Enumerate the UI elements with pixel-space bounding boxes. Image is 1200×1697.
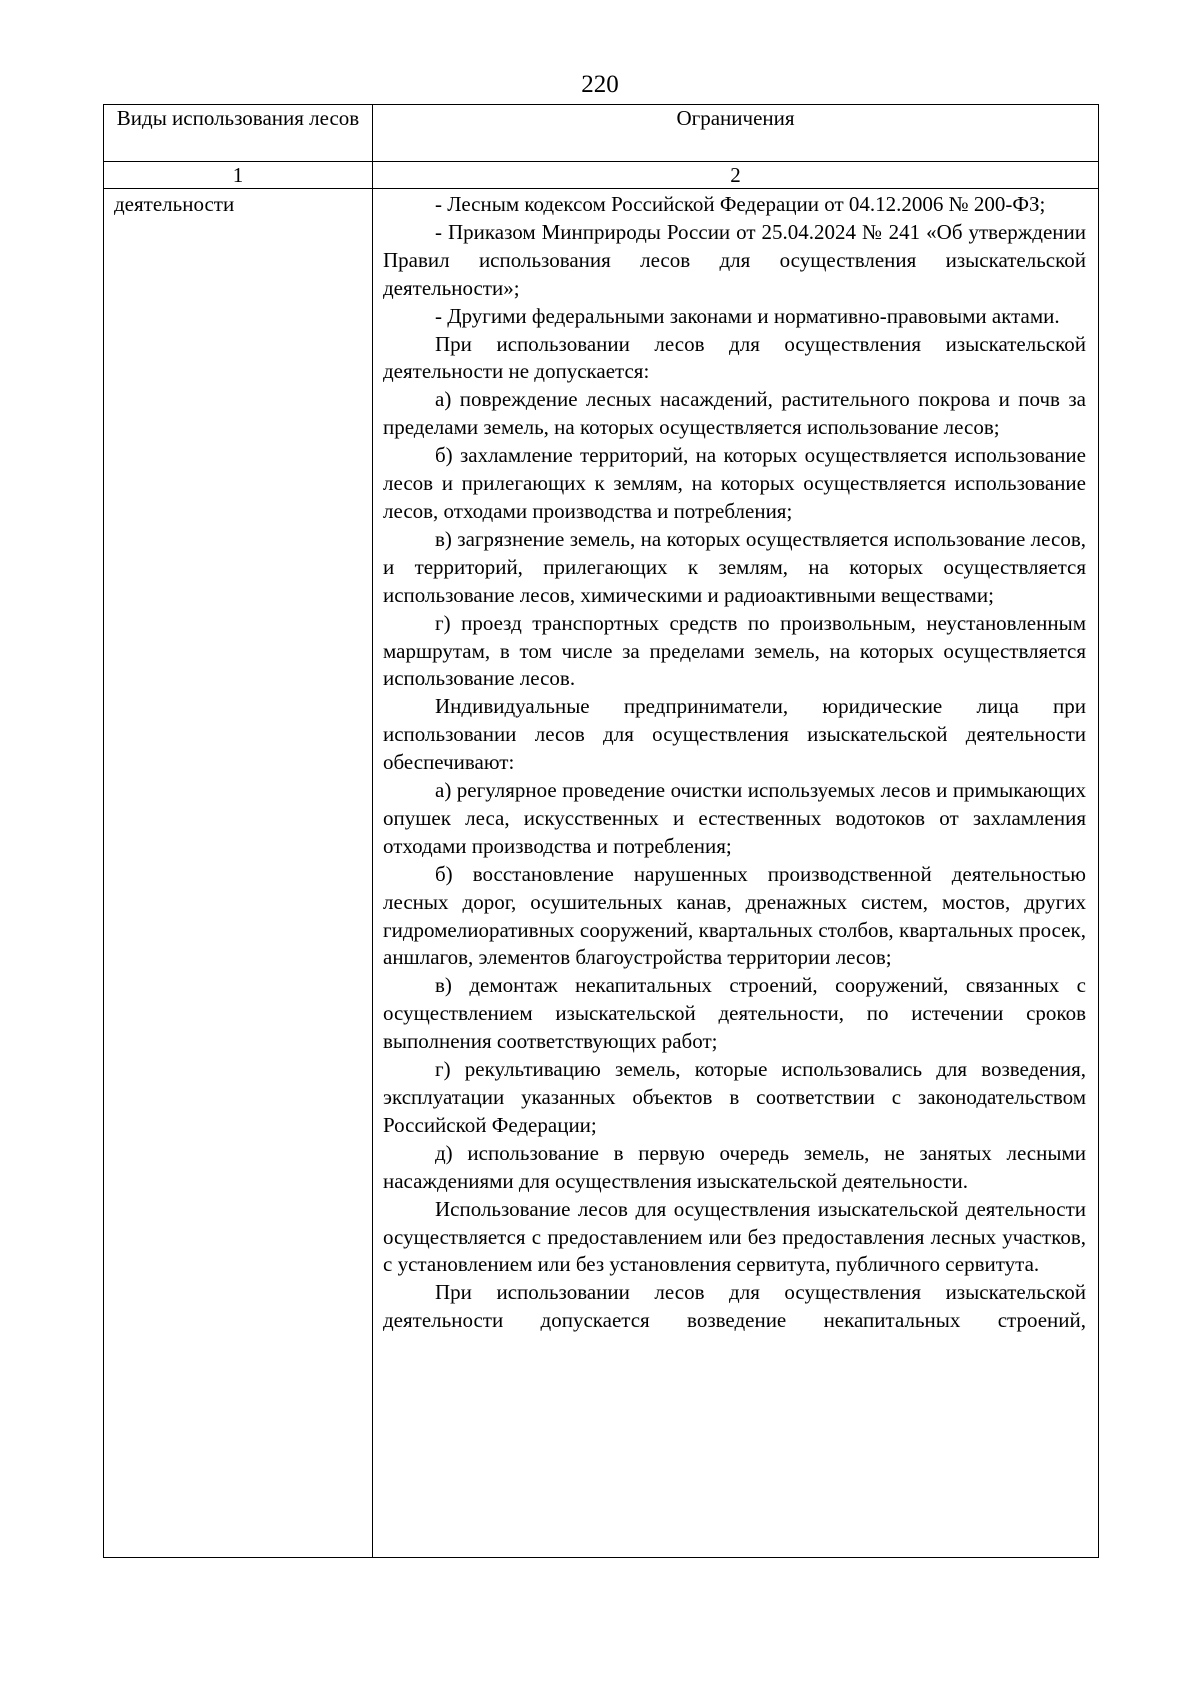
paragraph: Индивидуальные предприниматели, юридические лица при использовании лесов для осуществления изыскательской деятельности обеспечивают: <box>383 694 1086 775</box>
table-header-row <box>104 105 1099 162</box>
header-cell-restrictions: Ограничения <box>373 105 1099 162</box>
column-number-row <box>104 162 1099 189</box>
paragraph: - Другими федеральными законами и нормативно-правовыми актами. <box>435 303 1060 328</box>
paragraph: а) повреждение лесных насаждений, растительного покрова и почв за пределами земель, на которых осуществляется использование лесов; <box>383 387 1086 440</box>
paragraph: д) использование в первую очередь земель, не занятых лесными насаждениями для осуществления изыскательской деятельности. <box>383 1140 1086 1193</box>
paragraph: г) рекультивацию земель, которые использовались для возведения, эксплуатации указанных объектов в соответствии с законодательством Российской Федерации; <box>383 1057 1086 1137</box>
restrictions-text <box>373 189 1098 1335</box>
page-number: 220 <box>581 71 619 98</box>
paragraph: При использовании лесов для осуществления изыскательской деятельности допускается возведение некапитальных строений, <box>383 1280 1086 1333</box>
header-cell-forest-use-types: Виды использования лесов <box>104 105 373 162</box>
paragraph: - Приказом Минприроды России от 25.04.2024 № 241 «Об утверждении Правил использования лесов для осуществления изыскательской деятельности»; <box>383 219 1086 300</box>
use-type-text: деятельности <box>114 192 235 216</box>
paragraph: б) восстановление нарушенных производственной деятельностью лесных дорог, осушительных канав, дренажных систем, мостов, других гидромелиоративных сооружений, квартальных столбов, квартальных просек, аншлагов, элементов благоустройства территории лесов; <box>383 861 1086 970</box>
paragraph: а) регулярное проведение очистки используемых лесов и примыкающих опушек леса, искусственных и естественных водотоков от захламления отходами производства и потребления; <box>383 778 1086 858</box>
paragraph: г) проезд транспортных средств по произвольным, неустановленным маршрутам, в том числе за пределами земель, на которых осуществляется использование лесов. <box>383 610 1086 691</box>
paragraph: б) захламление территорий, на которых осуществляется использование лесов и прилегающих к землям, на которых осуществляется использование лесов, отходами производства и потребления; <box>383 443 1086 523</box>
paragraph: Использование лесов для осуществления изыскательской деятельности осуществляется с предоставлением или без предоставления лесных участков, с установлением или без установления сервитута, публичного сервитута. <box>383 1196 1086 1277</box>
column-number-2: 2 <box>373 162 1099 189</box>
paragraph: - Лесным кодексом Российской Федерации от 04.12.2006 № 200-ФЗ; <box>435 192 1046 216</box>
table-row <box>104 189 1099 1558</box>
use-type-cell <box>104 189 373 1558</box>
restrictions-cell <box>373 189 1099 1558</box>
paragraph: в) загрязнение земель, на которых осуществляется использование лесов, и территорий, прилегающих к землям, на которых осуществляется использование лесов, химическими и радиоактивными веществами; <box>383 526 1086 607</box>
paragraph: в) демонтаж некапитальных строений, сооружений, связанных с осуществлением изыскательской деятельности, по истечении сроков выполнения соответствующих работ; <box>383 973 1086 1054</box>
paragraph: При использовании лесов для осуществления изыскательской деятельности не допускается: <box>383 331 1086 384</box>
column-number-1: 1 <box>104 162 373 189</box>
restrictions-table <box>103 104 1099 1558</box>
